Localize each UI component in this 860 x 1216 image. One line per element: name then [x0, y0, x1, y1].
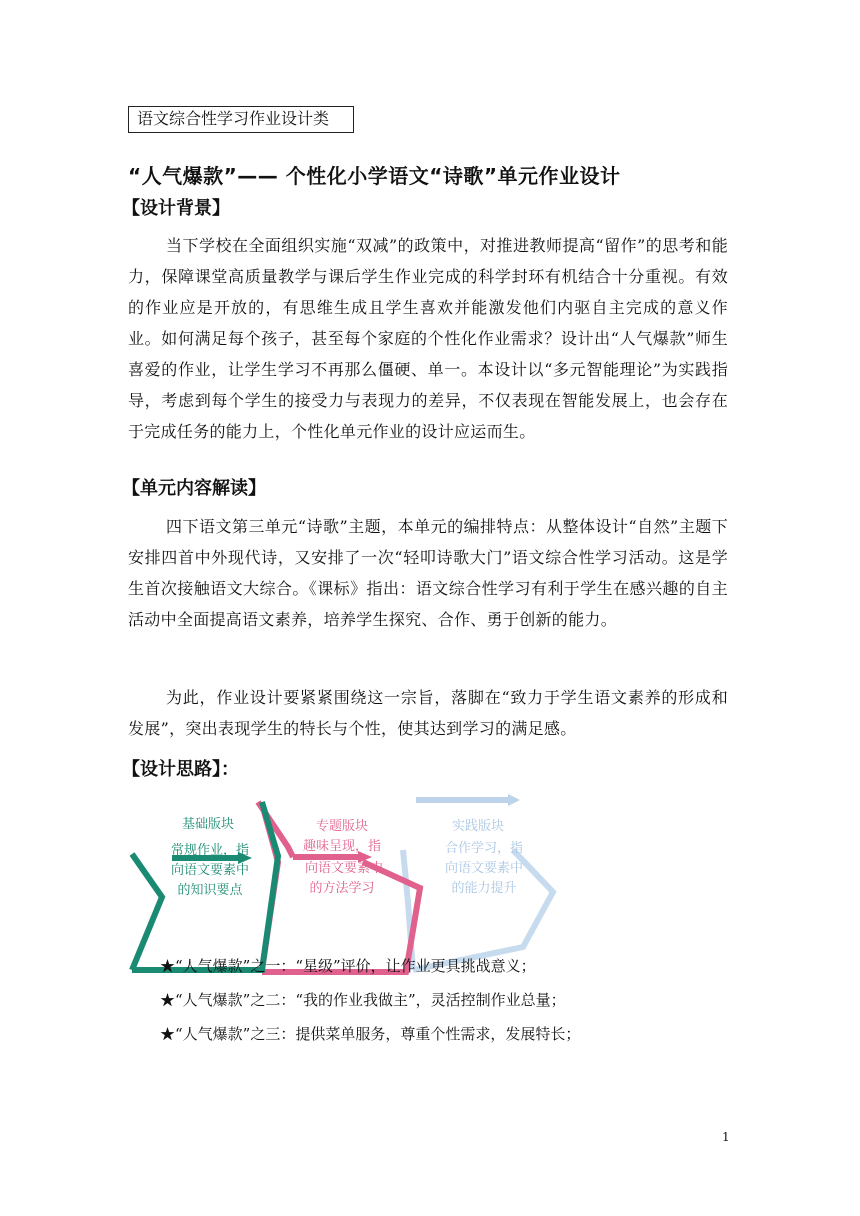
topic-block-line3: 的方法学习 [309, 881, 375, 896]
document-title: “人气爆款”—— 个性化小学语文“诗歌”单元作业设计 [128, 164, 621, 188]
section-heading-design-ideas: 【设计思路】： [122, 759, 239, 780]
section-heading-unit-analysis: 【单元内容解读】 [122, 478, 266, 499]
category-tag: 语文综合性学习作业设计类 [128, 106, 354, 133]
practice-block-title: 实践版块 [451, 819, 505, 834]
topic-block-line1: 趣味呈现，指 [302, 839, 382, 854]
basic-block-line2: 向语文要素中 [170, 863, 250, 878]
basic-block-title: 基础版块 [181, 817, 235, 832]
basic-block-line1: 常规作业，指 [170, 843, 250, 858]
practice-block-line2: 向语文要素中 [444, 861, 524, 876]
background-paragraph: 当下学校在全面组织实施“双减”的政策中，对推进教师提高“留作”的思考和能力，保障课堂高质量教学与课后学生作业完成的科学封环有机结合十分重视。有效的作业应是开放的，有思维生成且学生喜欢并能激发他们内驱自主完成的意义作业。如何满足每个孩子，甚至每个家庭的个性化作业需求？设计出“人气爆款”师生喜爱的作业，让学生学习不再那么僵硬、单一。本设计以“多元智能理论”为实践指导，考虑到每个学生的接受力与表现力的差异，不仅表现在智能发展上，也会存在于完成任务的能力上，个性化单元作业的设计应运而生。 [128, 236, 728, 441]
practice-block-line3: 的能力提升 [451, 881, 517, 896]
design-flow-diagram [128, 792, 568, 977]
page-number: 1 [722, 1130, 730, 1144]
topic-block-line2: 向语文要素中 [304, 861, 384, 876]
list-item: ★“人气爆款”之三：提供菜单服务，尊重个性需求，发展特长； [160, 1025, 581, 1043]
section-heading-background: 【设计背景】 [122, 198, 230, 219]
topic-block-title: 专题版块 [315, 819, 369, 834]
basic-block-line3: 的知识要点 [177, 883, 243, 898]
list-item: ★“人气爆款”之一：“星级”评价，让作业更具挑战意义； [160, 957, 536, 975]
unit-analysis-paragraph-1: 四下语文第三单元“诗歌”主题，本单元的编排特点：从整体设计“自然”主题下安排四首中外现代诗，又安排了一次“轻叩诗歌大门”语文综合性学习活动。这是学生首次接触语文大综合。《课标》指出：语文综合性学习有利于学生在感兴趣的自主活动中全面提高语文素养，培养学生探究、合作、勇于创新的能力。 [128, 517, 728, 629]
practice-block-line1: 合作学习，指 [444, 841, 524, 856]
list-item: ★“人气爆款”之二：“我的作业我做主”，灵活控制作业总量； [160, 991, 566, 1009]
unit-analysis-paragraph-2: 为此，作业设计要紧紧围绕这一宗旨，落脚在“致力于学生语文素养的形成和发展”，突出表现学生的特长与个性，使其达到学习的满足感。 [128, 688, 728, 738]
